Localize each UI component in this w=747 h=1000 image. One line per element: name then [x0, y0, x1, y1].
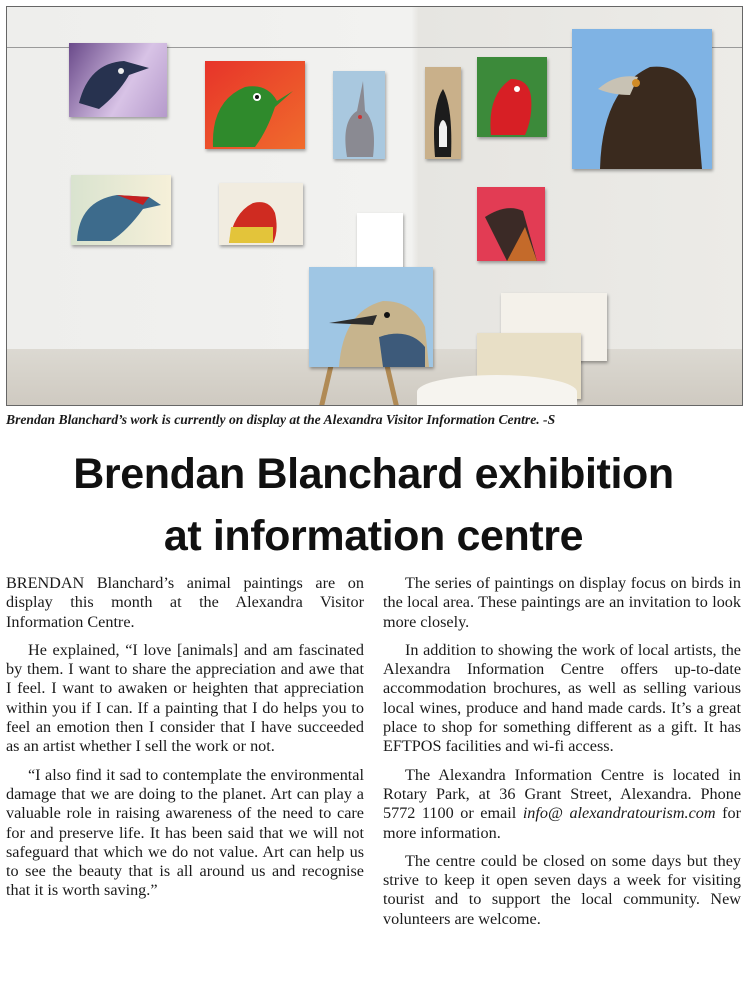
painting-black-white-bird: [425, 67, 461, 159]
headline-line-2: at information centre: [163, 512, 584, 560]
contact-email-link[interactable]: info@ alexandratourism.com: [522, 804, 716, 823]
article-paragraph: “I also find it sad to contemplate the environmental damage that we are doing to the planet. Art can play a valuable role in raising awareness of the need to care for and preserve life. It has been said that we will not safeguard that which we do not value. Art can help us to see the beauty that is all around us and recognise that it is worth saving.”: [6, 765, 364, 900]
painting-eagle: [572, 29, 712, 169]
headline-line-1: Brendan Blanchard exhibition: [73, 450, 674, 498]
article-paragraph: In addition to showing the work of local artists, the Alexandra Information Centre offers up-to-date accommodation brochures, as well as selling various local wines, produce and hand made cards. It’s a great place to shop for something different as a gift. It has EFTPOS facilities and wi-fi access.: [383, 640, 741, 756]
display-table: [417, 375, 577, 406]
painting-crested-bird: [333, 71, 385, 159]
article-column-2: [383, 574, 741, 938]
article-paragraph: The centre could be closed on some days but they strive to keep it open seven days a week for visiting tourist and to support the local community. New volunteers are welcome.: [383, 851, 741, 928]
contact-paragraph: [383, 766, 741, 843]
painting-robin: [477, 187, 545, 261]
painting-green-bird: [205, 61, 305, 149]
contact-text-end: for more information.: [383, 804, 742, 842]
painting-kookaburra: [309, 267, 433, 367]
article-paragraph: BRENDAN Blanchard’s animal paintings are on display this month at the Alexandra Visitor Information Centre.: [6, 574, 364, 631]
contact-text: The Alexandra Information Centre is located in Rotary Park, at 36 Grant Street, Alexandra. Phone 5772 1100 or email: [383, 765, 741, 823]
article-paragraph: The series of paintings on display focus on birds in the local area. These paintings are an invitation to look more closely.: [383, 574, 741, 631]
painting-blue-bird: [69, 43, 167, 117]
painting-rosella: [219, 183, 303, 245]
article-column-1: [6, 574, 364, 910]
painting-finch: [71, 175, 171, 245]
painting-red-parrot: [477, 57, 547, 137]
article-paragraph: He explained, “I love [animals] and am fascinated by them. I want to share the appreciation and awe that I feel. I want to awaken or heighten that appreciation within you if I can. If a painting that I do helps you to feel an emotion then I consider that I have succeeded as an artist whether I sell the work or not.: [6, 640, 364, 756]
exhibition-photo: [6, 6, 743, 406]
paper-notice: [357, 213, 403, 271]
photo-caption: Brendan Blanchard’s work is currently on display at the Alexandra Visitor Information Centre. -S: [6, 412, 556, 427]
